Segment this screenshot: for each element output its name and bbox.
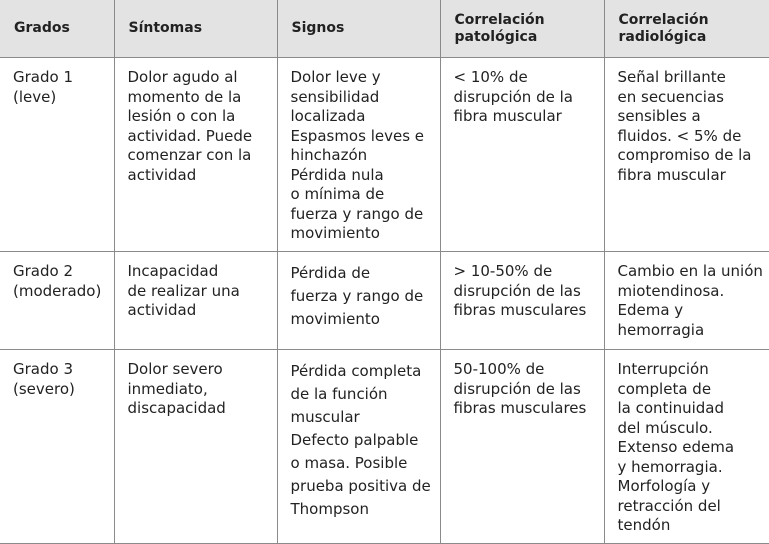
cell-text-line: Pérdida nula bbox=[290, 165, 384, 184]
cell-text-line: fluidos. < 5% de bbox=[617, 126, 742, 145]
cell-text-line: Síntomas bbox=[128, 20, 203, 36]
cell-text-line: actividad. Puede bbox=[127, 126, 253, 145]
signs-cell bbox=[277, 350, 440, 544]
cell-text-line: Thompson bbox=[290, 500, 369, 518]
cell-text-line: (moderado) bbox=[13, 281, 102, 300]
cell-text-line: Pérdida de bbox=[290, 264, 371, 282]
cell-text-line: fuerza y rango de bbox=[290, 287, 424, 305]
cell-text-line: Defecto palpable bbox=[290, 431, 419, 449]
cell-text-line: compromiso de la bbox=[617, 146, 752, 164]
cell-text-line: 50-100% de bbox=[453, 360, 545, 378]
cell-text-line: Grado 1 bbox=[13, 68, 73, 86]
cell-text-line: retracción del bbox=[617, 496, 721, 515]
cell-text-line: Pérdida completa bbox=[290, 362, 422, 380]
cell-text-line: disrupción de la bbox=[453, 87, 573, 106]
cell-text-line: localizada bbox=[290, 107, 366, 125]
signs-cell bbox=[277, 58, 440, 252]
cell-text-line: fibra muscular bbox=[617, 165, 726, 184]
cell-text-line: fuerza y rango de bbox=[290, 204, 424, 223]
pathology-cell bbox=[440, 252, 604, 350]
signs-cell bbox=[277, 252, 440, 350]
cell-text-line: o mínima de bbox=[290, 185, 385, 203]
cell-text-line: Grados bbox=[14, 20, 70, 36]
cell-text-line: Correlación bbox=[454, 11, 545, 28]
radiology-cell bbox=[604, 252, 769, 350]
header-grados bbox=[0, 0, 114, 58]
grade-cell bbox=[0, 350, 114, 544]
cell-text-line: > 10-50% de bbox=[453, 262, 553, 280]
cell-text-line: Cambio en la unión bbox=[617, 262, 763, 280]
header-correlacion-patologica bbox=[440, 0, 604, 58]
cell-text-line: Interrupción bbox=[617, 360, 709, 378]
cell-text-line: Dolor agudo al bbox=[127, 68, 238, 86]
cell-text-line: Grado 2 bbox=[13, 262, 73, 280]
cell-text-line: hinchazón bbox=[290, 146, 368, 164]
symptoms-cell bbox=[114, 350, 277, 544]
cell-text-line: Señal brillante bbox=[617, 68, 726, 86]
header-signos bbox=[277, 0, 440, 58]
cell-text-line: miotendinosa. bbox=[617, 281, 725, 300]
header-sintomas bbox=[114, 0, 277, 58]
cell-text-line: Extenso edema bbox=[617, 438, 735, 456]
cell-text-line: actividad bbox=[127, 165, 197, 184]
pathology-cell bbox=[440, 58, 604, 252]
cell-text-line: Incapacidad bbox=[127, 262, 219, 280]
cell-text-line: hemorragia bbox=[617, 320, 705, 339]
cell-text-line: movimiento bbox=[290, 310, 380, 328]
radiology-cell bbox=[604, 58, 769, 252]
cell-text-line: sensibles a bbox=[617, 107, 701, 125]
cell-text-line: Morfología y bbox=[617, 477, 711, 495]
header-correlacion-radiologica bbox=[604, 0, 769, 58]
cell-text-line: de realizar una bbox=[127, 281, 240, 300]
cell-text-line: tendón bbox=[617, 516, 671, 534]
cell-text-line: sensibilidad bbox=[290, 87, 380, 106]
cell-text-line: (severo) bbox=[13, 379, 75, 398]
table-row-grado-3 bbox=[0, 350, 769, 544]
cell-text-line: Espasmos leves e bbox=[290, 126, 425, 145]
symptoms-cell bbox=[114, 252, 277, 350]
cell-text-line: disrupción de las bbox=[453, 379, 581, 398]
cell-text-line: lesión o con la bbox=[127, 107, 236, 125]
cell-text-line: < 10% de bbox=[453, 68, 528, 86]
cell-text-line: fibras musculares bbox=[453, 399, 587, 417]
radiology-cell bbox=[604, 350, 769, 544]
cell-text-line: discapacidad bbox=[127, 399, 226, 417]
cell-text-line: (leve) bbox=[13, 87, 57, 106]
cell-text-line: completa de bbox=[617, 379, 712, 398]
cell-text-line: comenzar con la bbox=[127, 146, 252, 164]
cell-text-line: radiológica bbox=[618, 28, 707, 45]
cell-text-line: fibra muscular bbox=[453, 107, 562, 125]
grade-cell bbox=[0, 58, 114, 252]
cell-text-line: Grado 3 bbox=[13, 360, 73, 378]
cell-text-line: momento de la bbox=[127, 87, 242, 106]
cell-text-line: Signos bbox=[291, 20, 345, 36]
cell-text-line: muscular bbox=[290, 408, 360, 426]
cell-text-line: Correlación bbox=[618, 11, 709, 28]
cell-text-line: del músculo. bbox=[617, 418, 713, 437]
cell-text-line: fibras musculares bbox=[453, 301, 587, 319]
cell-text-line: disrupción de las bbox=[453, 281, 581, 300]
cell-text-line: de la función bbox=[290, 385, 388, 403]
cell-text-line: la continuidad bbox=[617, 399, 725, 417]
cell-text-line: actividad bbox=[127, 301, 197, 319]
table-row-grado-1 bbox=[0, 58, 769, 252]
cell-text-line: movimiento bbox=[290, 224, 380, 242]
pathology-cell bbox=[440, 350, 604, 544]
cell-text-line: inmediato, bbox=[127, 379, 208, 398]
cell-text-line: o masa. Posible bbox=[290, 454, 408, 472]
cell-text-line: Dolor leve y bbox=[290, 68, 381, 86]
cell-text-line: patológica bbox=[454, 28, 538, 45]
cell-text-line: prueba positiva de bbox=[290, 477, 431, 495]
table-row-grado-2 bbox=[0, 252, 769, 350]
symptoms-cell bbox=[114, 58, 277, 252]
cell-text-line: en secuencias bbox=[617, 87, 724, 106]
cell-text-line: Dolor severo bbox=[127, 360, 223, 378]
cell-text-line: y hemorragia. bbox=[617, 457, 723, 476]
cell-text-line: Edema y bbox=[617, 301, 684, 319]
header-row bbox=[0, 0, 769, 58]
grade-cell bbox=[0, 252, 114, 350]
